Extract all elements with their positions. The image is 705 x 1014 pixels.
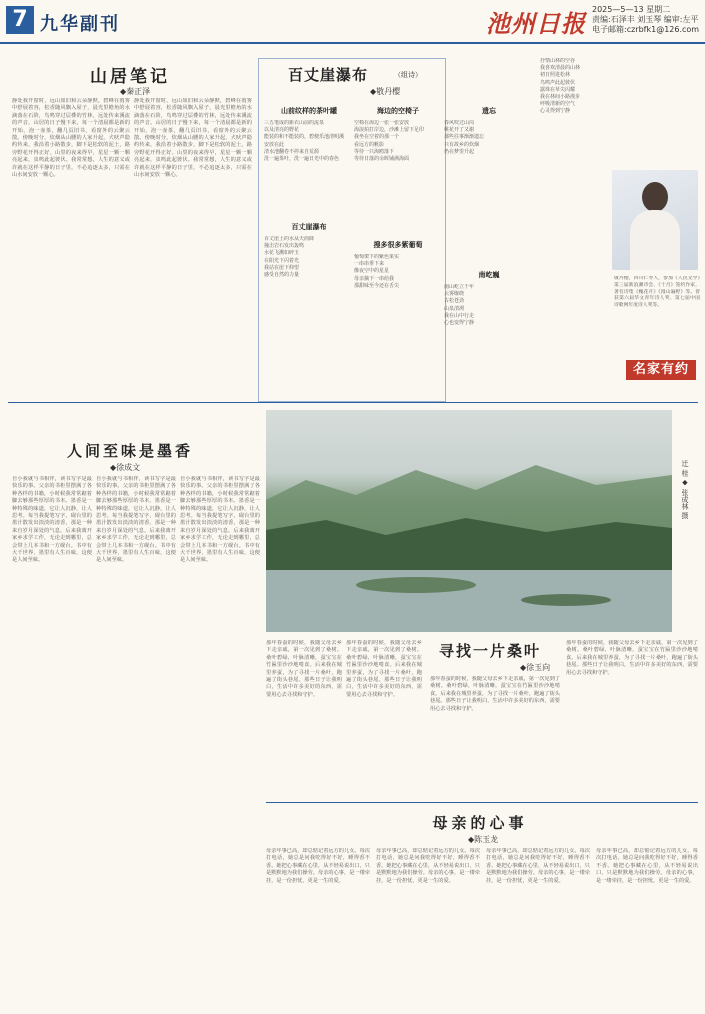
poem-5 [444, 106, 534, 156]
poem-line: 桃花开了又谢 [444, 127, 475, 134]
article-body-sangye-col4: 那年春蚕的时候，我随父母去乡下走亲戚，第一次见到了桑树。桑叶碧绿，叶脉清晰，蚕宝宝在竹匾里沙沙地啃食。后来我在城里养蚕，为了寻找一片桑叶，跑遍了街头巷尾。那些日子让我明白，生活中许多美好的东西，需要用心去寻找和守护。 [566, 640, 698, 676]
poem-line: 能装的和不能装的，碧便乐池清明溪 [264, 134, 345, 141]
author-portrait [612, 170, 698, 270]
poem-6 [444, 270, 534, 327]
poem-line: 春风吹过山岗 [444, 120, 475, 126]
feature-stamp: 名家有约 [626, 360, 696, 380]
poem-4 [354, 240, 442, 290]
article-body-muqin-col3: 母亲年事已高，却总惦记着远方的儿女。每次打电话，她总是问我吃得好不好，睡得香不香。她把心事藏在心里，从不轻易说出口，只是默默地为我们操劳。母亲的心事，是一缕牵挂，是一份担忧，更是一生的爱。 [486, 848, 590, 884]
poem-line: 古松苍劲 [444, 298, 465, 305]
article-body-muqin-col4: 母亲年事已高，却总惦记着远方的儿女。每次打电话，她总是问我吃得好不好，睡得香不香。她把心事藏在心里，从不轻易说出口，只是默默地为我们操劳。母亲的心事，是一缕牵挂，是一份担忧，更是一生的爱。 [596, 848, 698, 884]
issue-date: 2025—5—13 星期二 [592, 5, 671, 14]
poem-line: 清水池翻卷不停来自荒源 [264, 148, 320, 155]
section-title: 九华副刊 [40, 14, 120, 35]
poem-line: 那甜味至今还在舌尖 [354, 282, 400, 289]
poem-title: 遗忘 [482, 107, 496, 115]
poem-line: 我在林间小路漫步 [540, 94, 581, 101]
article-body-sangye-col2: 那年春蚕的时候，我随父母去乡下走亲戚，第一次见到了桑树。桑叶碧绿，叶脉清晰，蚕宝宝在竹匾里沙沙地啃食。后来我在城里养蚕，为了寻找一片桑叶，跑遍了街头巷尾。那些日子让我明白，生活中许多美好的东西，需要用心去寻找和守护。 [346, 640, 422, 698]
poem-line: 那些往事渐渐遗忘 [444, 134, 485, 141]
author-bailing: ◆敬丹樱 [370, 87, 401, 96]
poem-line: 以及清亮的野花 [264, 127, 300, 134]
profile-caption: 敬丹樱，四川仁寿人，参加《人民文学》第三届新浪潮诗会、《十月》签约作家，著有诗集《槐花开》《漫山遍野》等。曾获第六届华文青年诗人奖、第七届中国诗歌网年度诗人奖等。 [614, 276, 700, 309]
poem-line: 南山屹立千年 [444, 284, 475, 290]
poem-line: 三五笔成的新衣山前的流泉 [264, 120, 325, 126]
poem-title: 搜多很多紫葡萄 [373, 241, 423, 249]
poem-line: 感受自然的力量 [264, 272, 300, 279]
article-title-renjian: 人间至味是墨香 [66, 442, 193, 460]
landscape-photo [266, 410, 672, 632]
poem-3 [264, 222, 354, 279]
poem-title: 南屹巍 [478, 271, 500, 279]
poem-line: 心灵得到宁静 [540, 108, 571, 115]
poem-set-subtitle: （组诗） [394, 71, 422, 79]
poem-line: 初日照进松林 [540, 72, 571, 79]
newspaper-logo: 池州日报 [486, 9, 586, 38]
editors: 责编:石泽丰 刘玉琴 编审:左平 [592, 15, 699, 24]
poem-line: 撞击岩石发出轰鸣 [264, 243, 305, 250]
poem-line: 抒情山林的空谷 [540, 58, 576, 64]
article-body-renjian-col1: 自小我就与书相伴，读书写字是最快乐的事。父亲的书柜里摆满了各种各样的书籍，小时候我常常踮着脚去够那些厚厚的书本。墨香是一种特殊的味道，它让人沉静，让人思考。每当我提笔写字，砚台里的墨汁散发出淡淡的清香，那是一种来自岁月深处的气息。后来我离开家乡求学工作，无论走到哪里，总会带上几本书和一方砚台。书中有大千世界，墨里有人生百味，这便是人间至味。 [12, 476, 92, 564]
section-divider [8, 402, 698, 403]
poem-line: 像夜空中的星星 [354, 268, 390, 275]
page-number: 7 [6, 6, 34, 34]
poem-line: 只有故乡的炊烟 [444, 141, 480, 148]
author-renjian: ◆徐成文 [110, 463, 141, 472]
poem-line: 海浪拍打岸边，沙滩上留下足印 [354, 127, 425, 134]
poem-line: 葡萄架下的紫色果实 [354, 254, 400, 260]
article-body-sangye-col1: 那年春蚕的时候，我随父母去乡下走亲戚，第一次见到了桑树。桑叶碧绿，叶脉清晰，蚕宝宝在竹匾里沙沙地啃食。后来我在城里养蚕，为了寻找一片桑叶，跑遍了街头巷尾。那些日子让我明白，生活中许多美好的东西，需要用心去寻找和守护。 [266, 640, 342, 698]
article-body-shanju-col2: 静处我开窗时，远山如旧和云朵静默，碧峰在雨雾中舒展着容，松香随风飘入屋子，晨光里檐角的水滴落在石阶，鸟鸣穿过层叠的竹林，远处传来溪流的声音。山居的日子慢下来，每一个清晨都是新的开始，泡一壶茶，翻几页旧书，看窗外的云聚云散。傍晚时分，炊烟从山腰的人家升起，犬吠声隐约传来，我沿着小路散步，脚下是松软的泥土，路旁野花开得正好。山里的夜来得早，星星一颗一颗亮起来，虫鸣此起彼伏。我常常想，人生的意义或许就在这样平静的日子里，不必追逐太多，只需在山水间安放一颗心。 [134, 98, 252, 179]
poem-line: 露珠在草尖闪耀 [540, 86, 576, 93]
poem-line: 我喜欢清晨的山林 [540, 65, 581, 72]
poem-line: 鸟鸣声此起彼伏 [540, 79, 576, 86]
poem-title: 海边的空椅子 [377, 107, 419, 115]
poem-line: 心也变得宁静 [444, 320, 475, 327]
article-body-sangye-col3: 那年春蚕的时候，我随父母去乡下走亲戚，第一次见到了桑树。桑叶碧绿，叶脉清晰，蚕宝宝在竹匾里沙沙地啃食。后来我在城里养蚕，为了寻找一片桑叶，跑遍了街头巷尾。那些日子让我明白，生活中许多美好的东西，需要用心去寻找和守护。 [430, 676, 560, 712]
poem-2 [354, 106, 442, 163]
poem-line: 百丈崖上的水从天而降 [264, 236, 315, 242]
poem-line: 仍在梦里升起 [444, 148, 475, 155]
article-body-renjian-col2: 自小我就与书相伴，读书写字是最快乐的事。父亲的书柜里摆满了各种各样的书籍，小时候我常常踮着脚去够那些厚厚的书本。墨香是一种特殊的味道，它让人沉静，让人思考。每当我提笔写字，砚台里的墨汁散发出淡淡的清香，那是一种来自岁月深处的气息。后来我离开家乡求学工作，无论走到哪里，总会带上几本书和一方砚台。书中有大千世界，墨里有人生百味，这便是人间至味。 [96, 476, 176, 564]
poem-line: 空椅在海边一张一张安放 [354, 120, 410, 126]
poem-line: 看远方的帆影 [354, 141, 385, 148]
landscape-illustration [266, 410, 672, 632]
poem-line: 在阳光下闪着光 [264, 257, 300, 264]
photo-caption: 迁 桂 ◆ 张成林 摄 [681, 460, 689, 519]
poem-1 [264, 106, 354, 163]
poem-line: 山泉清冽 [444, 305, 465, 312]
poem-line: 我在山中行走 [444, 312, 475, 319]
dateline [592, 5, 699, 35]
author-shanju: ◆秦正泽 [120, 87, 151, 96]
article-title-shanju: 山居笔记 [90, 67, 170, 87]
poem-line: 我坐在空着的那一个 [354, 134, 400, 141]
poem-line: 呼吸清新的空气 [540, 101, 576, 108]
poem-title: 山前纹样的茶叶罐 [281, 107, 337, 115]
article-body-muqin-col1: 母亲年事已高，却总惦记着远方的儿女。每次打电话，她总是问我吃得好不好，睡得香不香。她把心事藏在心里，从不轻易说出口，只是默默地为我们操劳。母亲的心事，是一缕牵挂，是一份担忧，更是一生的爱。 [266, 848, 370, 884]
author-muqin: ◆陈玉龙 [468, 835, 499, 844]
email: 电子邮箱:czrbfk1@126.com [592, 25, 700, 34]
article-title-muqin: 母亲的心事 [432, 814, 528, 832]
poem-line: 母亲摘下一串给我 [354, 275, 395, 282]
poem-set-title: 百丈崖瀑布 [287, 66, 368, 84]
article-body-shanju-col1: 静处我开窗时，远山如旧和云朵静默，碧峰在雨雾中舒展着容，松香随风飘入屋子，晨光里檐角的水滴落在石阶，鸟鸣穿过层叠的竹林，远处传来溪流的声音。山居的日子慢下来，每一个清晨都是新的开始，泡一壶茶，翻几页旧书，看窗外的云聚云散。傍晚时分，炊烟从山腰的人家升起，犬吠声隐约传来，我沿着小路散步，脚下是松软的泥土，路旁野花开得正好。山里的夜来得早，星星一颗一颗亮起来，虫鸣此起彼伏。我常常想，人生的意义或许就在这样平静的日子里，不必追逐太多，只需在山水间安放一颗心。 [12, 98, 130, 179]
portrait-body [630, 210, 680, 270]
author-sangye: ◆徐玉向 [520, 663, 551, 672]
poem-line: 等待日落的余晖铺满海面 [354, 156, 410, 163]
poem-title: 百丈崖瀑布 [291, 223, 327, 231]
poem-line: 一串串垂下来 [354, 261, 385, 268]
article-title-sangye: 寻找一片桑叶 [438, 642, 541, 660]
poem-line: 我站在崖下仰望 [264, 264, 300, 271]
poem-line: 洗一遍茶叶，洗一遍日光中的春色 [264, 156, 340, 163]
poem-line: 云雾缭绕 [444, 291, 465, 298]
section-divider-2 [266, 802, 698, 803]
portrait-head [642, 182, 668, 212]
poem-line: 水花飞溅如碎玉 [264, 250, 300, 257]
article-body-renjian-col3: 自小我就与书相伴，读书写字是最快乐的事。父亲的书柜里摆满了各种各样的书籍，小时候我常常踮着脚去够那些厚厚的书本。墨香是一种特殊的味道，它让人沉静，让人思考。每当我提笔写字，砚台里的墨汁散发出淡淡的清香，那是一种来自岁月深处的气息。后来我离开家乡求学工作，无论走到哪里，总会带上几本书和一方砚台。书中有大千世界，墨里有人生百味，这便是人间至味。 [180, 476, 260, 564]
poem-line: 安放在此 [264, 141, 285, 148]
article-body-muqin-col2: 母亲年事已高，却总惦记着远方的儿女。每次打电话，她总是问我吃得好不好，睡得香不香。她把心事藏在心里，从不轻易说出口，只是默默地为我们操劳。母亲的心事，是一缕牵挂，是一份担忧，更是一生的爱。 [376, 848, 480, 884]
profile-poem [540, 58, 700, 116]
poem-line: 等待一只海鸥落下 [354, 148, 395, 155]
